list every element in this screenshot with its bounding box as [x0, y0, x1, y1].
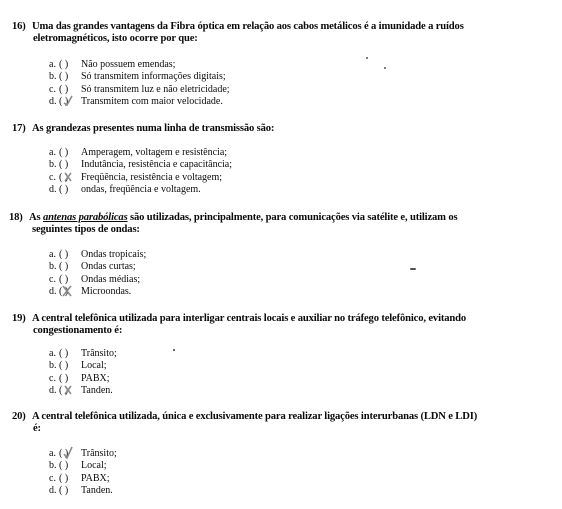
option-d[interactable]: d. ( ) Transmitem com maior velocidade.: [49, 96, 223, 108]
option-text: Não possuem emendas;: [81, 59, 176, 70]
question-text-line2: seguintes tipos de ondas:: [32, 224, 140, 235]
option-a[interactable]: a. ( ) Amperagem, voltagem e resistência;: [49, 147, 228, 158]
option-text: PABX;: [81, 472, 110, 484]
option-text: Só transmitem informações digitais;: [81, 71, 226, 83]
scan-speck: [173, 349, 175, 351]
option-text: Tanden.: [81, 485, 113, 497]
answer-box[interactable]: ( ): [59, 485, 69, 497]
question-19-stem: [12, 313, 538, 337]
option-a[interactable]: a. ( ) Trânsito;: [49, 448, 117, 459]
option-text: Tanden.: [81, 385, 113, 397]
scan-speck: [410, 268, 416, 270]
answer-box[interactable]: ( ): [59, 472, 69, 484]
option-text: Local;: [81, 460, 107, 472]
answer-box[interactable]: ( ): [59, 448, 69, 459]
scan-speck: [366, 57, 368, 59]
answer-options: [49, 448, 117, 498]
option-c[interactable]: c. ( ) PABX;: [49, 472, 110, 484]
answer-box[interactable]: ( ): [59, 372, 69, 384]
question-number: 20): [12, 411, 26, 422]
answer-options: [49, 59, 230, 109]
question-text-line2: eletromagnéticos, isto ocorre por que:: [33, 33, 198, 44]
question-16-stem: [12, 21, 538, 45]
question-17-stem: [12, 123, 538, 135]
option-text: Trânsito;: [81, 348, 117, 359]
question-text-post: são utilizadas, principalmente, para comunicações via satélite e, utilizam os: [130, 212, 458, 223]
option-c[interactable]: c. ( ) Freqüência, resistência e voltagem;: [49, 171, 223, 183]
answer-options: [49, 348, 117, 398]
option-d[interactable]: d. ( ) Microondas.: [49, 286, 132, 298]
answer-box[interactable]: ( ): [59, 96, 69, 108]
answer-box[interactable]: ( ): [59, 460, 69, 472]
option-d[interactable]: d. ( ) ondas, freqüência e voltagem.: [49, 184, 201, 196]
question-text-line1: As grandezas presentes numa linha de transmissão são:: [32, 123, 275, 134]
answer-options: [49, 147, 232, 197]
option-d[interactable]: d. ( ) Tanden.: [49, 485, 113, 497]
option-text: Ondas curtas;: [81, 261, 136, 273]
option-b[interactable]: b. ( ) Indutância, resistência e capacitância;: [49, 159, 233, 171]
option-c[interactable]: c. ( ) Ondas médias;: [49, 273, 141, 285]
option-a[interactable]: a. ( ) Não possuem emendas;: [49, 59, 176, 70]
option-a[interactable]: a. ( ) Trânsito;: [49, 348, 117, 359]
option-text: Microondas.: [81, 286, 132, 298]
option-text: Só transmitem luz e não eletricidade;: [81, 83, 230, 95]
answer-box[interactable]: ( ): [59, 159, 69, 171]
option-text: Ondas tropicais;: [81, 249, 147, 260]
question-18-stem: [9, 212, 538, 236]
option-text: ondas, freqüência e voltagem.: [81, 184, 201, 196]
question-number: 18): [9, 212, 23, 223]
option-b[interactable]: b. ( ) Ondas curtas;: [49, 261, 136, 273]
option-b[interactable]: b. ( ) Local;: [49, 460, 107, 472]
answer-box[interactable]: ( ): [59, 261, 69, 273]
option-text: Trânsito;: [81, 448, 117, 459]
question-text-line1: A central telefônica utilizada para interligar centrais locais e auxiliar no tráfego telefônico, evitando: [32, 313, 467, 324]
option-text: Indutância, resistência e capacitância;: [81, 159, 233, 171]
option-text: Ondas médias;: [81, 273, 141, 285]
answer-box[interactable]: ( ): [59, 249, 69, 260]
answer-box[interactable]: ( ): [59, 286, 69, 298]
answer-box[interactable]: ( ): [59, 348, 69, 359]
question-number: 16): [12, 21, 26, 32]
option-text: Amperagem, voltagem e resistência;: [81, 147, 228, 158]
answer-box[interactable]: ( ): [59, 184, 69, 196]
answer-options: [49, 249, 146, 299]
answer-box[interactable]: ( ): [59, 71, 69, 83]
option-a[interactable]: a. ( ) Ondas tropicais;: [49, 249, 147, 260]
option-text: PABX;: [81, 372, 110, 384]
answer-box[interactable]: ( ): [59, 83, 69, 95]
answer-box[interactable]: ( ): [59, 273, 69, 285]
question-20-stem: [12, 411, 538, 435]
scan-speck: [384, 67, 386, 69]
option-b[interactable]: b. ( ) Local;: [49, 360, 107, 372]
option-d[interactable]: d. ( ) Tanden.: [49, 385, 113, 397]
option-text: Transmitem com maior velocidade.: [81, 96, 223, 108]
option-text: Freqüência, resistência e voltagem;: [81, 171, 223, 183]
answer-box[interactable]: ( ): [59, 385, 69, 397]
question-number: 17): [12, 123, 26, 134]
option-text: Local;: [81, 360, 107, 372]
answer-box[interactable]: ( ): [59, 360, 69, 372]
answer-box[interactable]: ( ): [59, 59, 69, 70]
question-text-line1: A central telefônica utilizada, única e exclusivamente para realizar ligações interurbanas (LDN e LDI): [32, 411, 478, 422]
answer-box[interactable]: ( ): [59, 147, 69, 158]
question-text-pre: As: [29, 212, 41, 223]
question-emphasis: antenas parabólicas: [42, 212, 128, 223]
question-number: 19): [12, 313, 26, 324]
question-text-line2: é:: [33, 423, 41, 434]
option-c[interactable]: c. ( ) Só transmitem luz e não eletricidade;: [49, 83, 230, 95]
option-b[interactable]: b. ( ) Só transmitem informações digitais;: [49, 71, 226, 83]
question-text-line1: Uma das grandes vantagens da Fibra óptica em relação aos cabos metálicos é a imunidade a ruídos: [32, 21, 464, 32]
option-c[interactable]: c. ( ) PABX;: [49, 372, 110, 384]
answer-box[interactable]: ( ): [59, 171, 69, 183]
question-text-line2: congestionamento é:: [33, 325, 123, 336]
